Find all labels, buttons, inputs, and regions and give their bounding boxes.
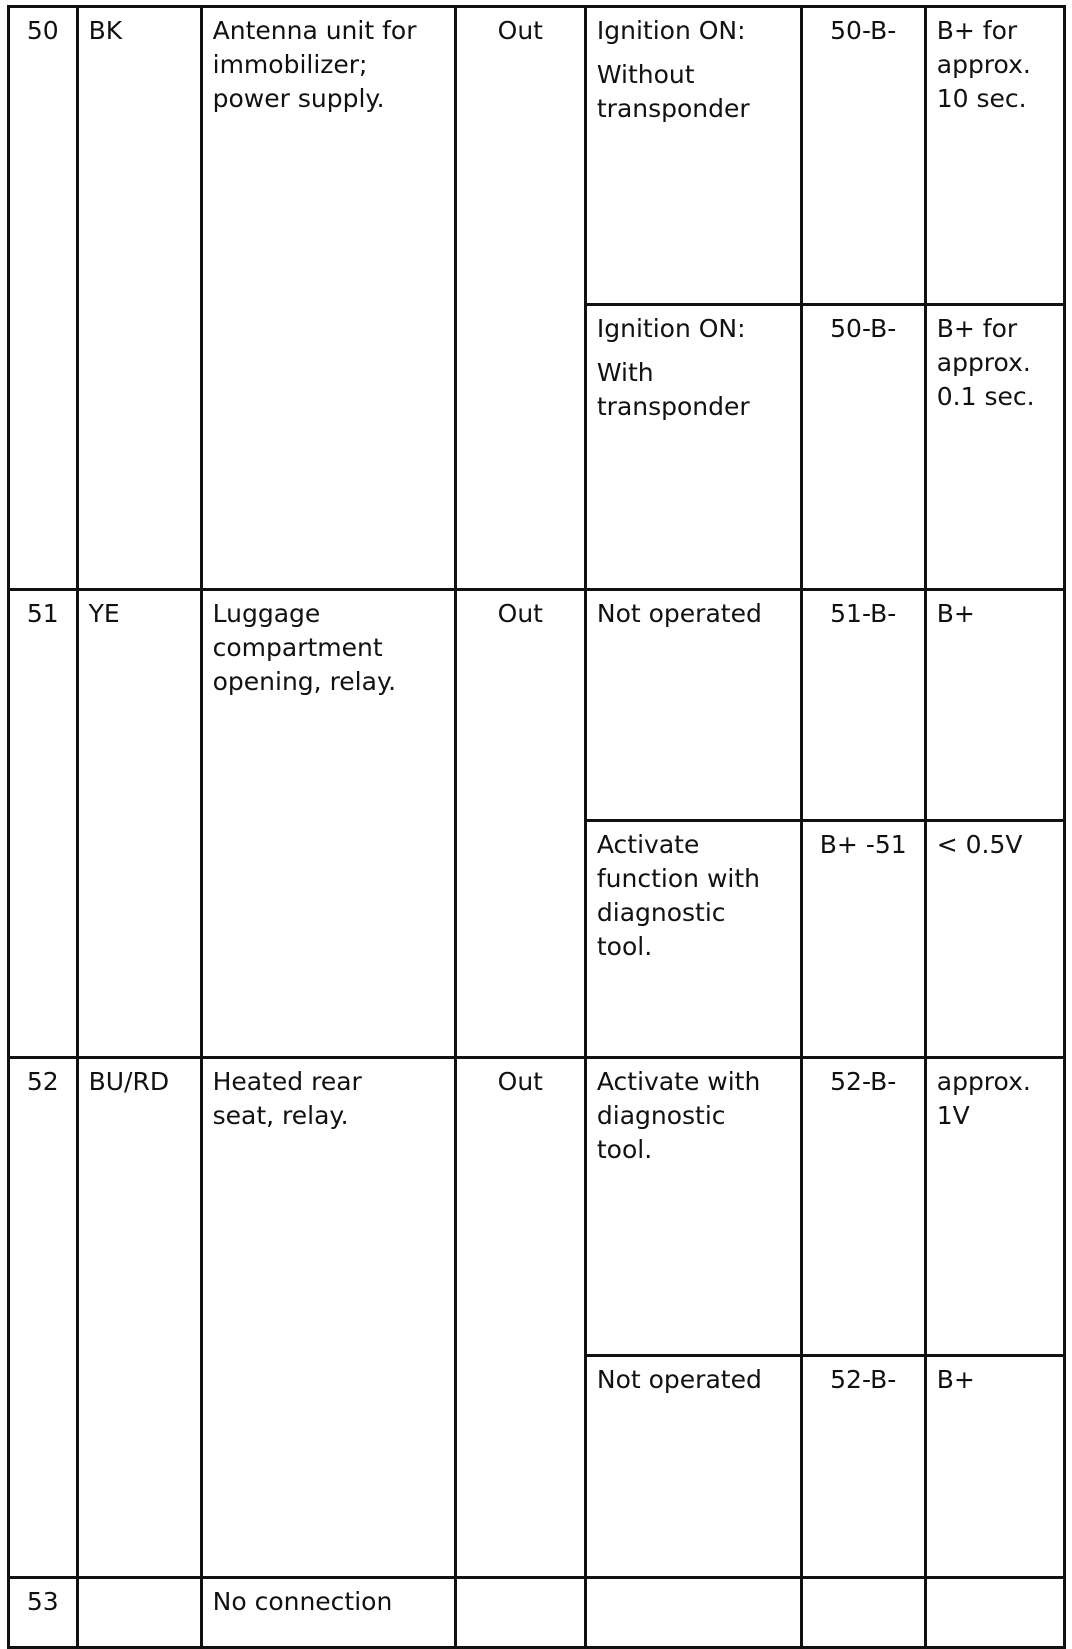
wire-color: BU/RD (77, 1058, 201, 1578)
signal-direction: Out (455, 7, 585, 590)
signal-direction (455, 1578, 585, 1648)
wire-color: BK (77, 7, 201, 590)
pin-description: No connection (201, 1578, 455, 1648)
test-condition (585, 1578, 801, 1648)
nominal-value: approx. 1V (925, 1058, 1064, 1356)
pin-description: Heated rear seat, relay. (201, 1058, 455, 1578)
pin-description: Antenna unit for immobilizer; power supply. (201, 7, 455, 590)
test-condition: Ignition ON: Without transponder (585, 7, 801, 305)
measure-point (801, 1578, 925, 1648)
nominal-value (925, 1578, 1064, 1648)
measure-point: 50-B- (801, 7, 925, 305)
table-row (9, 7, 1065, 305)
wire-color: YE (77, 590, 201, 1058)
signal-direction: Out (455, 1058, 585, 1578)
measure-point: 52-B- (801, 1058, 925, 1356)
pin-number: 52 (9, 1058, 78, 1578)
test-condition: Activate function with diagnostic tool. (585, 821, 801, 1058)
nominal-value: B+ for approx. 10 sec. (925, 7, 1064, 305)
pin-description: Luggage compartment opening, relay. (201, 590, 455, 1058)
measure-point: 52-B- (801, 1356, 925, 1578)
table-row (9, 1058, 1065, 1356)
pin-number: 51 (9, 590, 78, 1058)
test-condition: Activate with diagnostic tool. (585, 1058, 801, 1356)
test-condition: Ignition ON: With transponder (585, 305, 801, 590)
signal-direction: Out (455, 590, 585, 1058)
nominal-value: B+ for approx. 0.1 sec. (925, 305, 1064, 590)
pin-number: 53 (9, 1578, 78, 1648)
measure-point: 50-B- (801, 305, 925, 590)
nominal-value: < 0.5V (925, 821, 1064, 1058)
pin-table (7, 5, 1066, 1649)
nominal-value: B+ (925, 590, 1064, 821)
test-condition: Not operated (585, 590, 801, 821)
table-row (9, 1578, 1065, 1648)
wire-color (77, 1578, 201, 1648)
pin-number: 50 (9, 7, 78, 590)
test-condition: Not operated (585, 1356, 801, 1578)
nominal-value: B+ (925, 1356, 1064, 1578)
measure-point: B+ -51 (801, 821, 925, 1058)
table-row (9, 590, 1065, 821)
measure-point: 51-B- (801, 590, 925, 821)
